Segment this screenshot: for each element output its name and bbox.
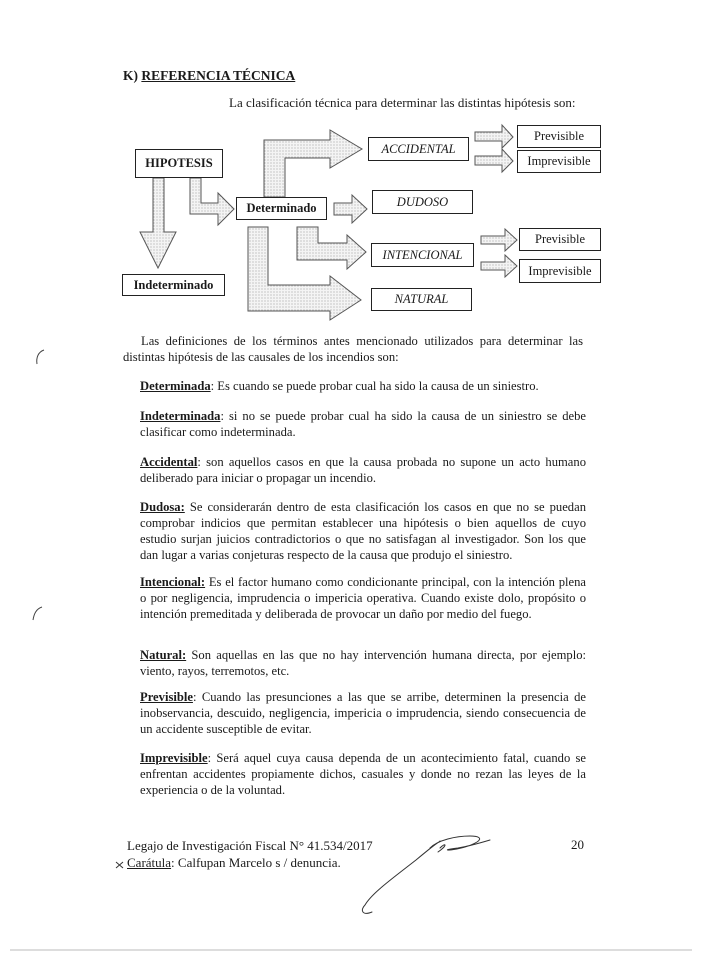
determinado-box: Determinado [236, 197, 327, 220]
footer-legajo: Legajo de Investigación Fiscal N° 41.534/2017 [127, 838, 373, 853]
definition-text: : Será aquel cuya causa dependa de un acontecimiento fatal, cuando se enfrentan accidentes propiamente dichos, casuales y donde no rezan las leyes de la experiencia o de la voluntad. [140, 751, 586, 797]
page-number: 20 [571, 837, 584, 852]
imprevisible-box-1: Imprevisible [517, 150, 601, 173]
definition-text: Es el factor humano como condicionante principal, con la intención plena o por negligencia, imprudencia o impericia operativa. Cuando existe dolo, propósito o intención premeditada y deliberada de provocar un daño por medio del fuego. [140, 575, 586, 621]
margin-mark [33, 607, 42, 620]
term-imprevisible: Imprevisible [140, 751, 208, 765]
dudoso-box: DUDOSO [372, 190, 473, 214]
term-intencional: Intencional: [140, 575, 206, 589]
hipotesis-box: HIPOTESIS [135, 149, 223, 178]
accidental-box: ACCIDENTAL [368, 137, 469, 161]
definition-text: Se considerarán dentro de esta clasificación los casos en que no se puedan comprobar indicios que permitan establecer una hipótesis o bien aquellos de cuyo estudio surjan juicios contradictorios o que no satisfagan al investigador. Son los que dan lugar a varias conjeturas respecto de la causa que produjo el siniestro. [140, 500, 586, 562]
definition-text: : si no se puede probar cual ha sido la causa de un siniestro se debe clasificar como indeterminada. [140, 409, 586, 439]
imprevisible-box-2: Imprevisible [519, 259, 601, 283]
definition-text: : son aquellos casos en que la causa probada no supone un acto humano deliberado para iniciar o propagar un incendio. [140, 455, 586, 485]
footer-tick-mark [116, 862, 123, 868]
intencional-box: INTENCIONAL [371, 243, 474, 267]
indeterminado-box: Indeterminado [122, 274, 225, 296]
term-previsible: Previsible [140, 690, 193, 704]
term-accidental: Accidental [140, 455, 198, 469]
term-determinada: Determinada [140, 379, 211, 393]
previsible-box-2: Previsible [519, 228, 601, 251]
intro-text: La clasificación técnica para determinar las distintas hipótesis son: [229, 95, 576, 110]
caratula-text: : Calfupan Marcelo s / denuncia. [171, 855, 341, 870]
term-indeterminada: Indeterminada [140, 409, 221, 423]
definition-text: Son aquellas en las que no hay intervención humana directa, por ejemplo: viento, rayos, terremotos, etc. [140, 648, 586, 678]
section-title: REFERENCIA TÉCNICA [141, 68, 296, 83]
definitions-intro: Las definiciones de los términos antes mencionado utilizados para determinar las distintas hipótesis de las causales de los incendios son: [123, 334, 583, 364]
natural-box: NATURAL [371, 288, 472, 311]
definition-text: : Es cuando se puede probar cual ha sido la causa de un siniestro. [210, 379, 539, 393]
previsible-box-1: Previsible [517, 125, 601, 148]
signature [362, 836, 490, 913]
definition-text: : Cuando las presunciones a las que se arribe, determinen la presencia de inobservancia, descuido, negligencia, impericia o imprudencia, siendo consecuencia de un accidente susceptible de evitar. [140, 690, 586, 736]
margin-mark [37, 350, 44, 364]
section-prefix: K) [123, 68, 142, 83]
term-natural: Natural: [140, 648, 187, 662]
caratula-label: Carátula [127, 855, 172, 870]
term-dudosa: Dudosa: [140, 500, 185, 514]
